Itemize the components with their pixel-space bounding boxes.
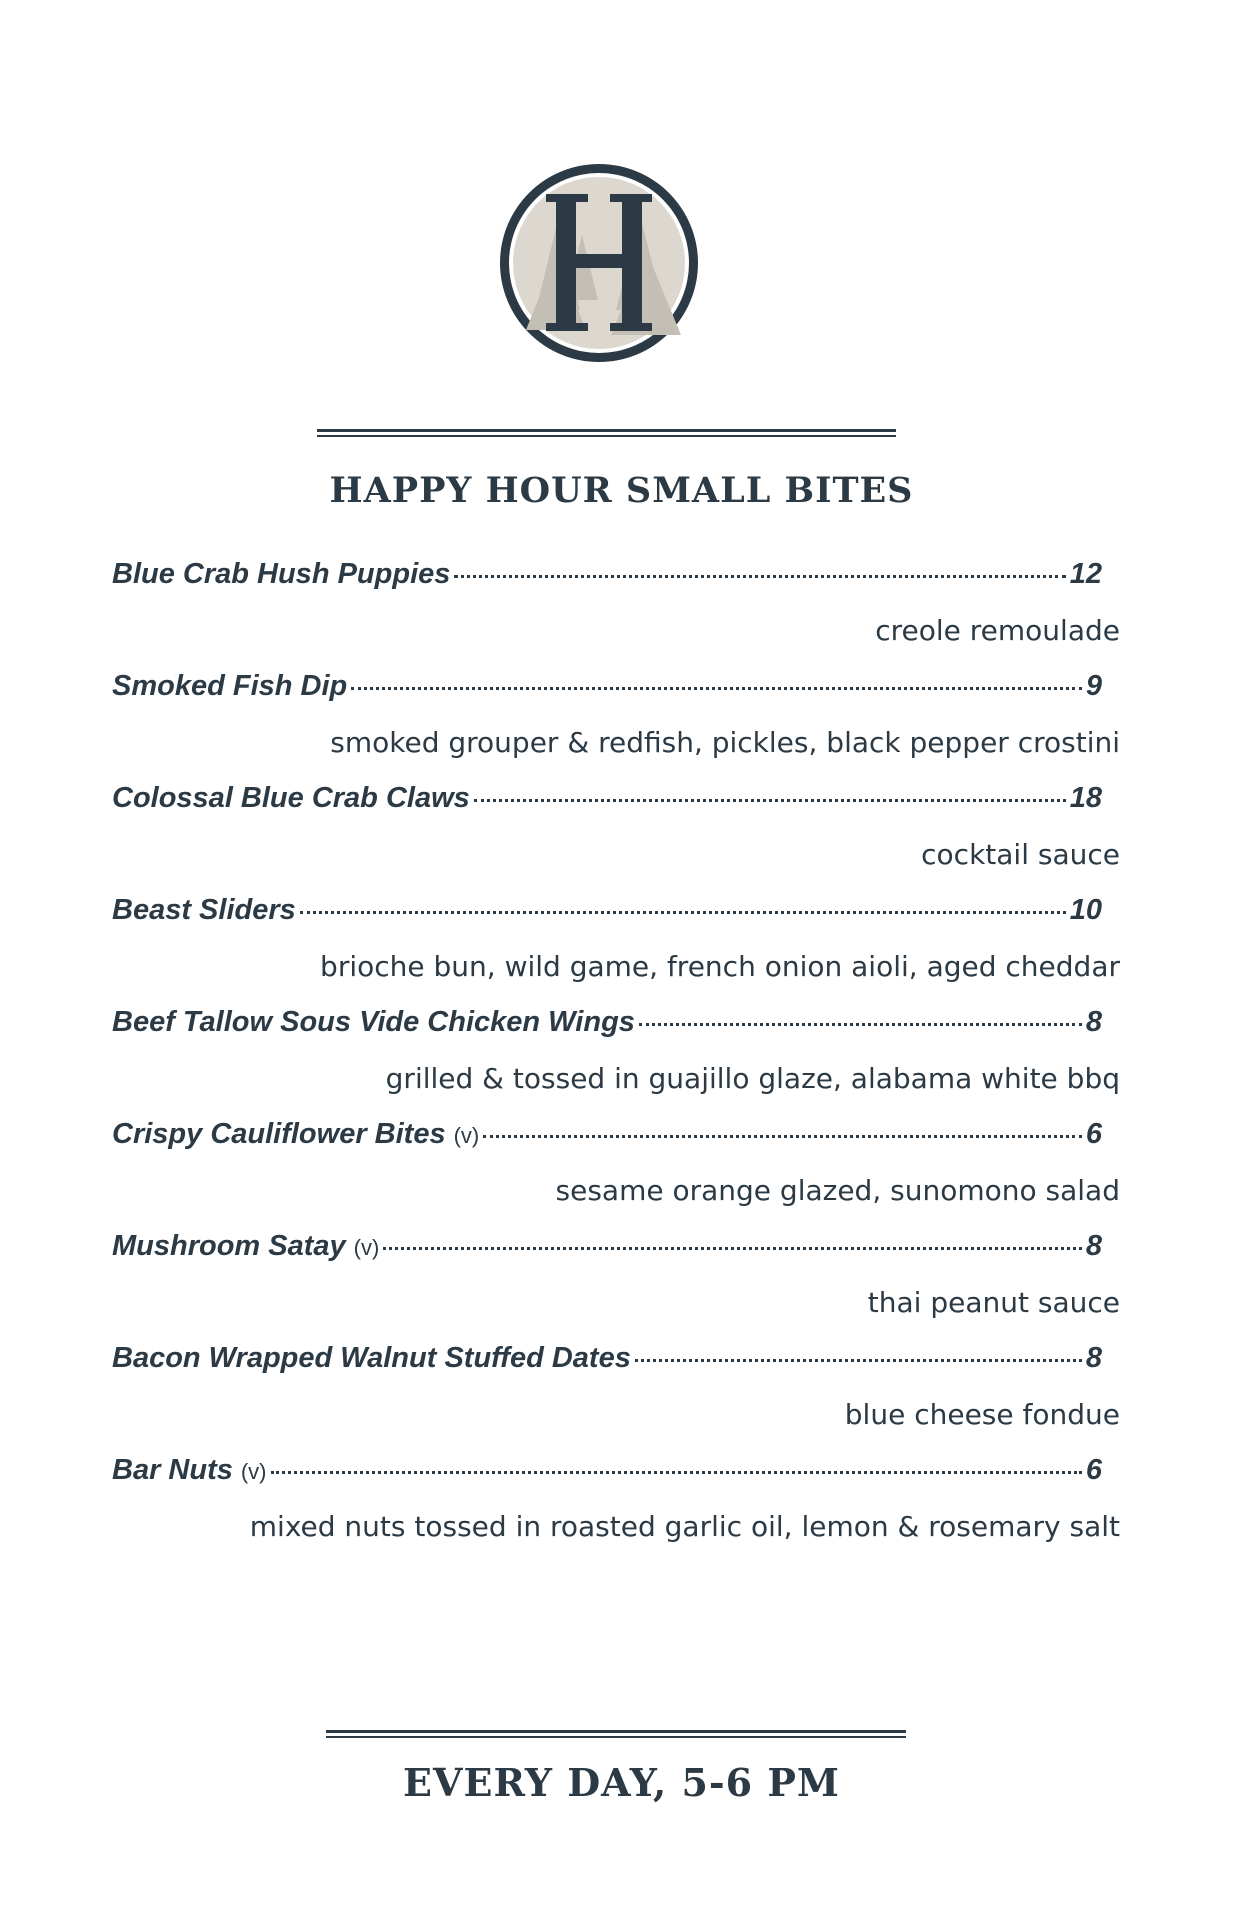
menu-item-description: blue cheese fondue — [844, 1398, 1120, 1431]
menu-item-name: Mushroom Satay — [112, 1230, 346, 1262]
menu-item-line — [112, 1230, 1102, 1270]
menu-item-price: 8 — [1085, 1342, 1102, 1374]
menu-item-price: 18 — [1069, 782, 1102, 814]
menu-item-line — [112, 782, 1102, 822]
menu-item-description: mixed nuts tossed in roasted garlic oil, lemon & rosemary salt — [249, 1510, 1120, 1543]
dot-leader — [300, 911, 1066, 914]
menu-item-price: 8 — [1085, 1230, 1102, 1262]
menu-item-description: sesame orange glazed, sunomono salad — [555, 1174, 1120, 1207]
menu-item-line — [112, 894, 1102, 934]
menu-item — [112, 1230, 1120, 1342]
menu-item-line — [112, 670, 1102, 710]
menu-item-description: cocktail sauce — [921, 838, 1120, 871]
dot-leader — [351, 687, 1082, 690]
menu-item — [112, 894, 1120, 1006]
menu-item-name: Beef Tallow Sous Vide Chicken Wings — [112, 1006, 635, 1038]
menu-item — [112, 1118, 1120, 1230]
menu-item-price: 8 — [1085, 1006, 1102, 1038]
menu-item-line — [112, 1118, 1102, 1158]
dot-leader — [474, 799, 1066, 802]
dot-leader — [635, 1359, 1082, 1362]
top-divider — [317, 429, 896, 437]
vegetarian-marker: (v) — [453, 1123, 480, 1148]
dot-leader — [483, 1135, 1082, 1138]
menu-item-line — [112, 1006, 1102, 1046]
vegetarian-marker: (v) — [240, 1459, 267, 1484]
menu-item-price: 10 — [1069, 894, 1102, 926]
hours-footer: EVERY DAY, 5-6 PM — [403, 1760, 840, 1805]
menu-item — [112, 1342, 1120, 1454]
menu-item-description: brioche bun, wild game, french onion aioli, aged cheddar — [320, 950, 1120, 983]
vegetarian-marker: (v) — [353, 1235, 380, 1260]
menu-item — [112, 1006, 1120, 1118]
menu-item-description: smoked grouper & redfish, pickles, black pepper crostini — [330, 726, 1120, 759]
menu-item-description: grilled & tossed in guajillo glaze, alabama white bbq — [385, 1062, 1120, 1095]
dot-leader — [383, 1247, 1082, 1250]
menu-item — [112, 1454, 1120, 1566]
menu-item-name: Bar Nuts — [112, 1454, 233, 1486]
menu-item-line — [112, 558, 1102, 598]
menu-title: HAPPY HOUR SMALL BITES — [329, 470, 914, 511]
menu-item-line — [112, 1454, 1102, 1494]
menu-item-name: Colossal Blue Crab Claws — [112, 782, 470, 814]
menu-item-description: thai peanut sauce — [867, 1286, 1120, 1319]
menu-item-price: 6 — [1085, 1454, 1102, 1486]
menu-item-name: Beast Sliders — [112, 894, 296, 926]
bottom-divider — [326, 1730, 906, 1738]
menu-item-name: Smoked Fish Dip — [112, 670, 348, 702]
menu-item-name: Crispy Cauliflower Bites — [112, 1118, 446, 1150]
dot-leader — [271, 1471, 1082, 1474]
menu-list — [112, 558, 1120, 1566]
dot-leader — [639, 1023, 1082, 1026]
menu-item-price: 6 — [1085, 1118, 1102, 1150]
menu-item-name: Bacon Wrapped Walnut Stuffed Dates — [112, 1342, 631, 1374]
menu-item — [112, 670, 1120, 782]
menu-item-price: 9 — [1085, 670, 1102, 702]
menu-item-price: 12 — [1069, 558, 1102, 590]
dot-leader — [454, 575, 1065, 578]
menu-item — [112, 782, 1120, 894]
menu-item-description: creole remoulade — [875, 614, 1120, 647]
menu-item — [112, 558, 1120, 670]
menu-item-name: Blue Crab Hush Puppies — [112, 558, 451, 590]
menu-item-line — [112, 1342, 1102, 1382]
h-pine-trees-logo-icon — [496, 160, 702, 366]
